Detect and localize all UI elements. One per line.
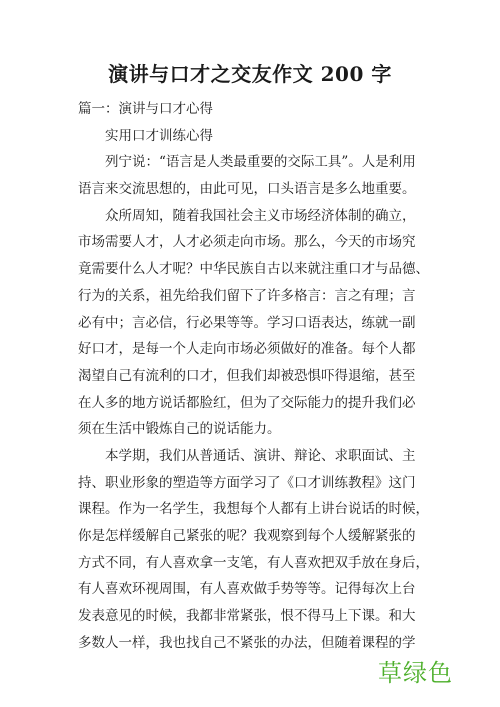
document-line: 众所周知，随着我国社会主义市场经济体制的确立， [105,207,416,224]
document-line: 课程。作为一名学生，我想每个人都有上讲台说话的时候， [78,501,429,518]
document-line: 行为的关系，祖先给我们留下了许多格言：言之有理；言 [78,287,416,304]
document-line: 市场需要人才，人才必须走向市场。那么，今天的市场究 [78,234,416,251]
document-line: 篇一：演讲与口才心得 [78,101,213,117]
document-line: 好口才，是每一个人走向市场必须做好的准备。每个人都 [78,341,416,358]
document-line: 渴望自己有流利的口才，但我们却被恐惧吓得退缩，甚至 [78,367,416,384]
document-line: 须在生活中锻炼自己的说话能力。 [78,421,281,438]
document-line: 发表意见的时候，我都非常紧张，恨不得马上下课。和大 [78,608,416,625]
document-line: 有人喜欢环视周围，有人喜欢做手势等等。记得每次上台 [78,581,416,598]
document-line: 在人多的地方说话都脸红，但为了交际能力的提升我们必 [78,394,416,411]
document-line: 竟需要什么人才呢？中华民族自古以来就注重口才与品德、 [78,261,429,278]
document-line: 列宁说：“语言是人类最重要的交际工具”。人是利用 [105,154,416,171]
document-line: 持、职业形象的塑造等方面学习了《口才训练教程》这门 [78,474,416,491]
document-line: 多数人一样，我也找自己不紧张的办法，但随着课程的学 [78,634,416,651]
document-line: 方式不同，有人喜欢拿一支笔，有人喜欢把双手放在身后， [78,554,429,571]
document-line: 必有中；言必信，行必果等等。学习口语表达，练就一副 [78,314,416,331]
watermark-text: 草绿色 [378,659,453,687]
document-body [78,96,429,656]
document-line: 实用口才训练心得 [105,127,213,144]
document-line: 你是怎样缓解自己紧张的呢？我观察到每个人缓解紧张的 [78,528,416,544]
document-title: 演讲与口才之交友作文 200 字 [108,62,392,86]
document-line: 语言来交流思想的，由此可见，口头语言是多么地重要。 [78,181,416,198]
document-line: 本学期，我们从普通话、演讲、辩论、求职面试、主 [105,447,416,464]
